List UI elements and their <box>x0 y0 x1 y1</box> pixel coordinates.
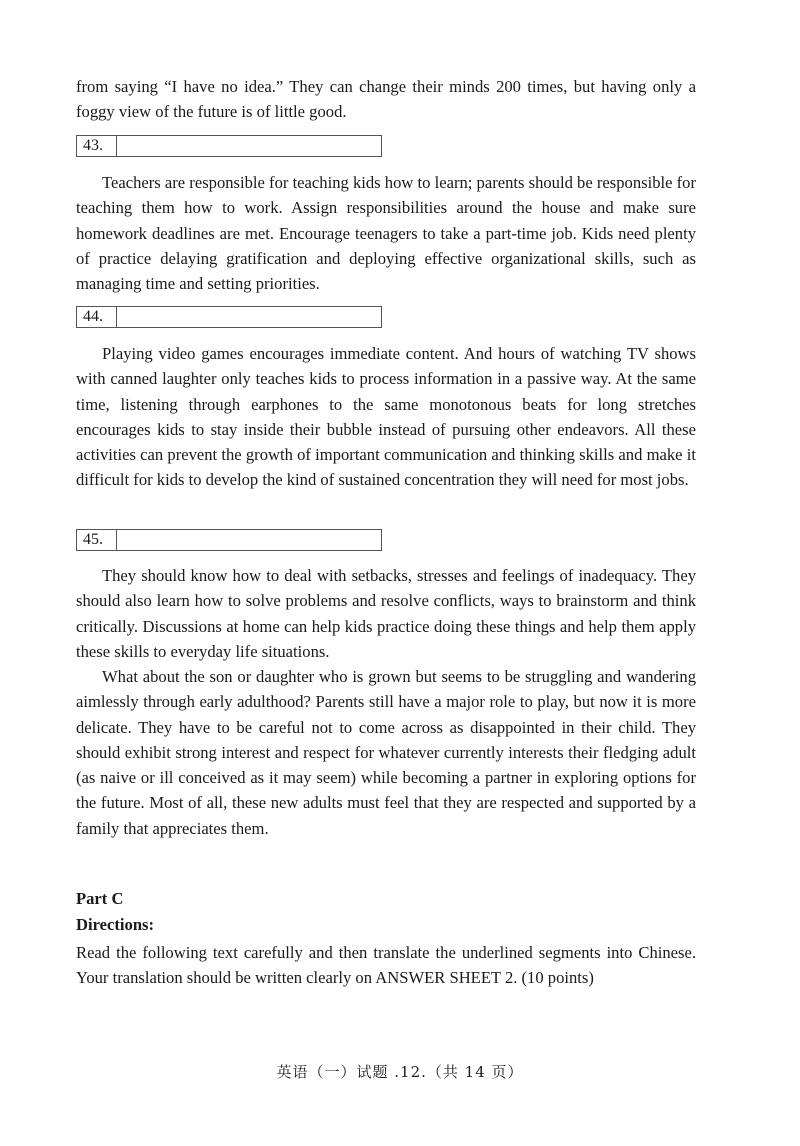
answer-blank-45[interactable] <box>117 530 381 550</box>
answer-number-43: 43. <box>77 136 117 156</box>
paragraph-video-games: Playing video games encourages immediate content. And hours of watching TV shows with canned laughter only teaches kids to process information in a passive way. At the same time, listening through earphones to the same monotonous beats for long stretches encourages kids to stay inside their bubble instead of pursuing other endeavors. All these activities can prevent the growth of important communication and thinking skills and make it difficult for kids to develop the kind of sustained concentration they will need for most jobs. <box>76 344 696 490</box>
answer-box-43[interactable] <box>76 135 382 157</box>
paragraph-teachers: Teachers are responsible for teaching kids how to learn; parents should be responsible for teaching them how to work. Assign responsibilities around the house and make sure homework deadlines are met. Encourage teenagers to take a part-time job. Kids need plenty of practice delaying gratification and deploying effective organizational skills, such as managing time and setting priorities. <box>76 173 696 294</box>
directions-text: Read the following text carefully and then translate the underlined segments into Chinese. Your translation should be written clearly on ANSWER SHEET 2. (10 points) <box>76 943 696 988</box>
answer-blank-44[interactable] <box>117 307 381 327</box>
paragraph-intro: from saying “I have no idea.” They can change their minds 200 times, but having only a foggy view of the future is of little good. <box>76 77 696 122</box>
answer-box-45[interactable] <box>76 529 382 551</box>
answer-number-44: 44. <box>77 307 117 327</box>
directions-label: Directions: <box>76 915 155 934</box>
paragraph-adulthood: What about the son or daughter who is grown but seems to be struggling and wandering aimlessly through early adulthood? Parents still have a major role to play, but now it is more delicate. They have to be careful not to come across as disappointed in their child. They should exhibit strong interest and respect for whatever currently interests their fledging adult (as naive or ill conceived as it may seem) while becoming a partner in exploring options for the future. Most of all, these new adults must feel that they are respected and supported by a family that appreciates them. <box>76 667 696 838</box>
answer-number-45: 45. <box>77 530 117 550</box>
paragraph-setbacks: They should know how to deal with setbacks, stresses and feelings of inadequacy. They should also learn how to solve problems and resolve conflicts, ways to brainstorm and think critically. Discussions at home can help kids practice doing these things and help them apply these skills to everyday life situations. <box>76 566 696 661</box>
answer-box-44[interactable] <box>76 306 382 328</box>
page-footer: 英语（一）试题 .12.（共 14 页） <box>276 1063 524 1081</box>
answer-blank-43[interactable] <box>117 136 381 156</box>
part-c-title: Part C <box>76 889 124 908</box>
